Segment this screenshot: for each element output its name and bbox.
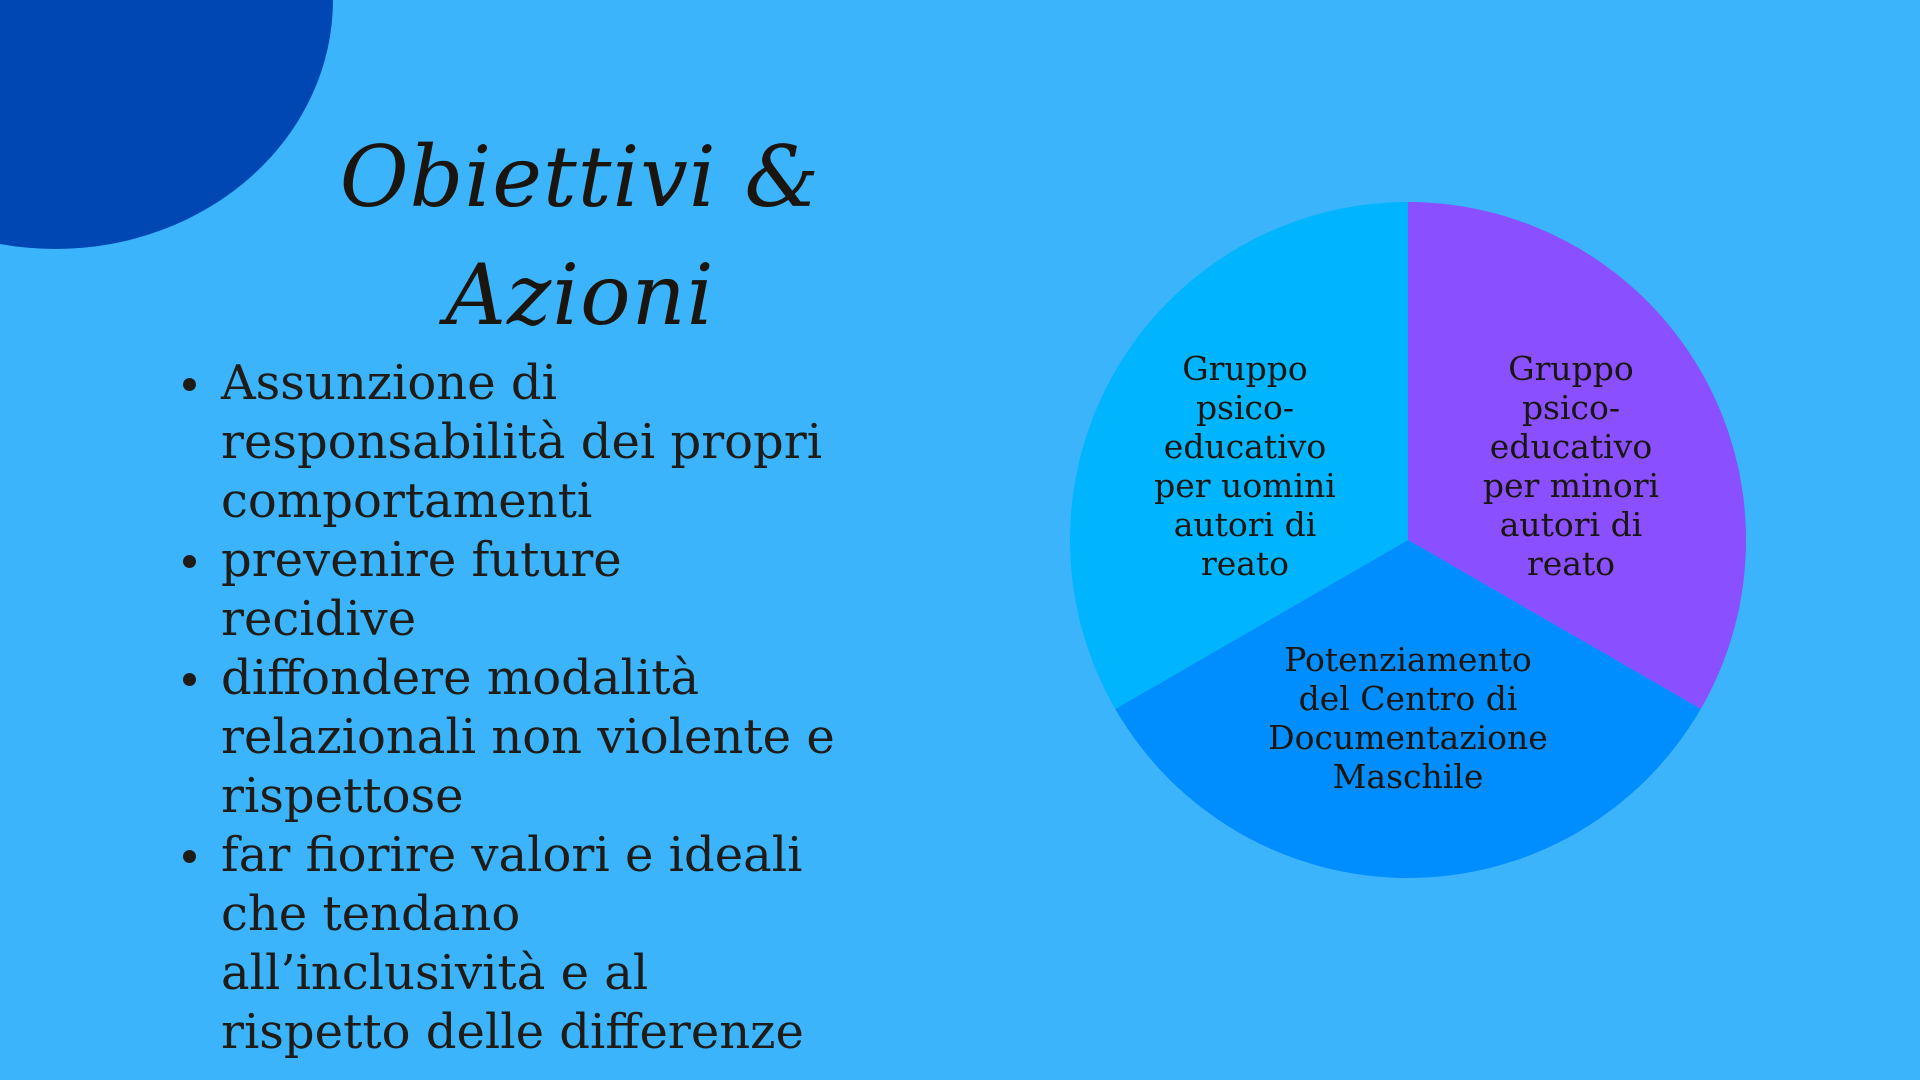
list-item: far fiorire valori e ideali che tendano all’inclusività e al rispetto delle differenze <box>221 826 981 1062</box>
pie-slice-label: Potenziamento del Centro di Documentazione Maschile <box>1268 640 1548 796</box>
pie-slice-label: Gruppo psico-educativo per minori autori di reato <box>1482 349 1660 583</box>
list-item: diffondere modalità relazionali non violente e rispettose <box>221 649 981 826</box>
list-item: prevenire future recidive <box>221 531 981 649</box>
title-line-1: Obiettivi & <box>339 128 821 226</box>
list-item: Assunzione di responsabilità dei propri comportamenti <box>221 354 981 531</box>
title-line-2: Azioni <box>445 246 715 344</box>
pie-slice-label: Gruppo psico-educativo per uomini autori di reato <box>1154 349 1336 583</box>
